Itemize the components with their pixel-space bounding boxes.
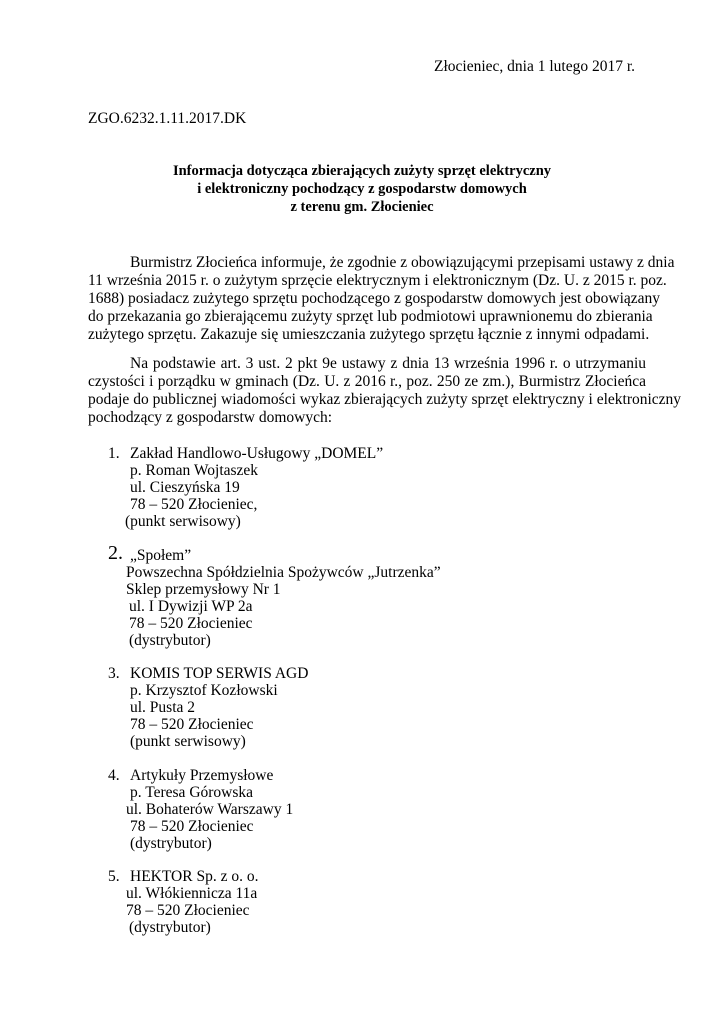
list-item-line: 78 – 520 Złocieniec: [129, 615, 253, 632]
list-item-line: p. Teresa Górowska: [130, 784, 254, 801]
document-title: [88, 162, 636, 216]
place-date: Złocieniec, dnia 1 lutego 2017 r.: [433, 58, 635, 75]
paragraph-intro: [88, 254, 675, 344]
title-line: Informacja dotycząca zbierających zużyty sprzęt elektryczny: [172, 163, 552, 179]
reference-number: ZGO.6232.1.11.2017.DK: [88, 110, 247, 127]
list-item-line: KOMIS TOP SERWIS AGD: [130, 665, 309, 682]
list-item-number: 4.: [108, 767, 120, 784]
list-item-line: HEKTOR Sp. z o. o.: [130, 868, 259, 885]
list-item-line: p. Roman Wojtaszek: [130, 462, 259, 479]
list-item-line: 78 – 520 Złocieniec: [130, 716, 254, 733]
paragraph-line: Na podstawie art. 3 ust. 2 pkt 9e ustawy z dnia 13 września 1996 r. o utrzymaniu: [130, 355, 646, 372]
paragraph-line: czystości i porządku w gminach (Dz. U. z 2016 r., poz. 250 ze zm.), Burmistrz Złocieńca: [88, 373, 646, 390]
title-line: i elektroniczny pochodzący z gospodarstw domowych: [197, 181, 527, 197]
paragraph-line: 11 września 2015 r. o zużytym sprzęcie elektrycznym i elektronicznym (Dz. U. z 2015 r. poz.: [88, 272, 667, 289]
list-item-line: 78 – 520 Złocieniec: [126, 902, 250, 919]
list-item-line: Sklep przemysłowy Nr 1: [126, 581, 281, 598]
paragraph-legal-basis: [88, 355, 682, 427]
list-item-line: 78 – 520 Złocieniec,: [130, 496, 258, 513]
title-line: z terenu gm. Złocieniec: [290, 199, 434, 215]
list-item-number: 5.: [108, 868, 120, 885]
list-item-line: 78 – 520 Złocieniec: [130, 818, 254, 835]
list-item-line: „Społem”: [130, 547, 192, 564]
list-item-line: ul. Cieszyńska 19: [130, 479, 240, 496]
list-item-line: (dystrybutor): [129, 919, 211, 936]
list-item-line: (dystrybutor): [130, 835, 212, 852]
list-item-line: ul. Bohaterów Warszawy 1: [126, 801, 294, 818]
list-item-number: 3.: [108, 665, 120, 682]
paragraph-line: Burmistrz Złocieńca informuje, że zgodnie z obowiązującymi przepisami ustawy z dnia: [130, 254, 675, 271]
paragraph-line: zużytego sprzętu. Zakazuje się umieszczania zużytego sprzętu łącznie z innymi odpadami.: [88, 326, 650, 343]
paragraph-line: podaje do publicznej wiadomości wykaz zbierających zużyty sprzęt elektryczny i elektroniczny: [88, 391, 682, 408]
paragraph-line: pochodzący z gospodarstw domowych:: [88, 409, 333, 426]
paragraph-line: 1688) posiadacz zużytego sprzętu pochodzącego z gospodarstw domowych jest obowiązany: [88, 290, 661, 307]
list-item-line: (dystrybutor): [129, 632, 211, 649]
paragraph-line: do przekazania go zbierającemu zużyty sprzęt lub podmiotowi uprawnionemu do zbierania: [88, 308, 653, 325]
list-item-line: ul. Pusta 2: [130, 699, 196, 716]
list-item-line: ul. I Dywizji WP 2a: [129, 598, 253, 615]
list-item-line: Artykuły Przemysłowe: [130, 767, 274, 784]
list-item-line: Powszechna Spółdzielnia Spożywców „Jutrzenka”: [126, 564, 441, 581]
list-item-line: Zakład Handlowo-Usługowy „DOMEL”: [130, 445, 384, 462]
list-item-number: 2.: [108, 542, 123, 564]
list-item-line: ul. Włókiennicza 11a: [126, 885, 258, 902]
list-item-line: (punkt serwisowy): [130, 733, 246, 750]
list-item-line: p. Krzysztof Kozłowski: [130, 682, 278, 699]
list-item-line: (punkt serwisowy): [125, 513, 241, 530]
list-item-number: 1.: [108, 445, 120, 462]
